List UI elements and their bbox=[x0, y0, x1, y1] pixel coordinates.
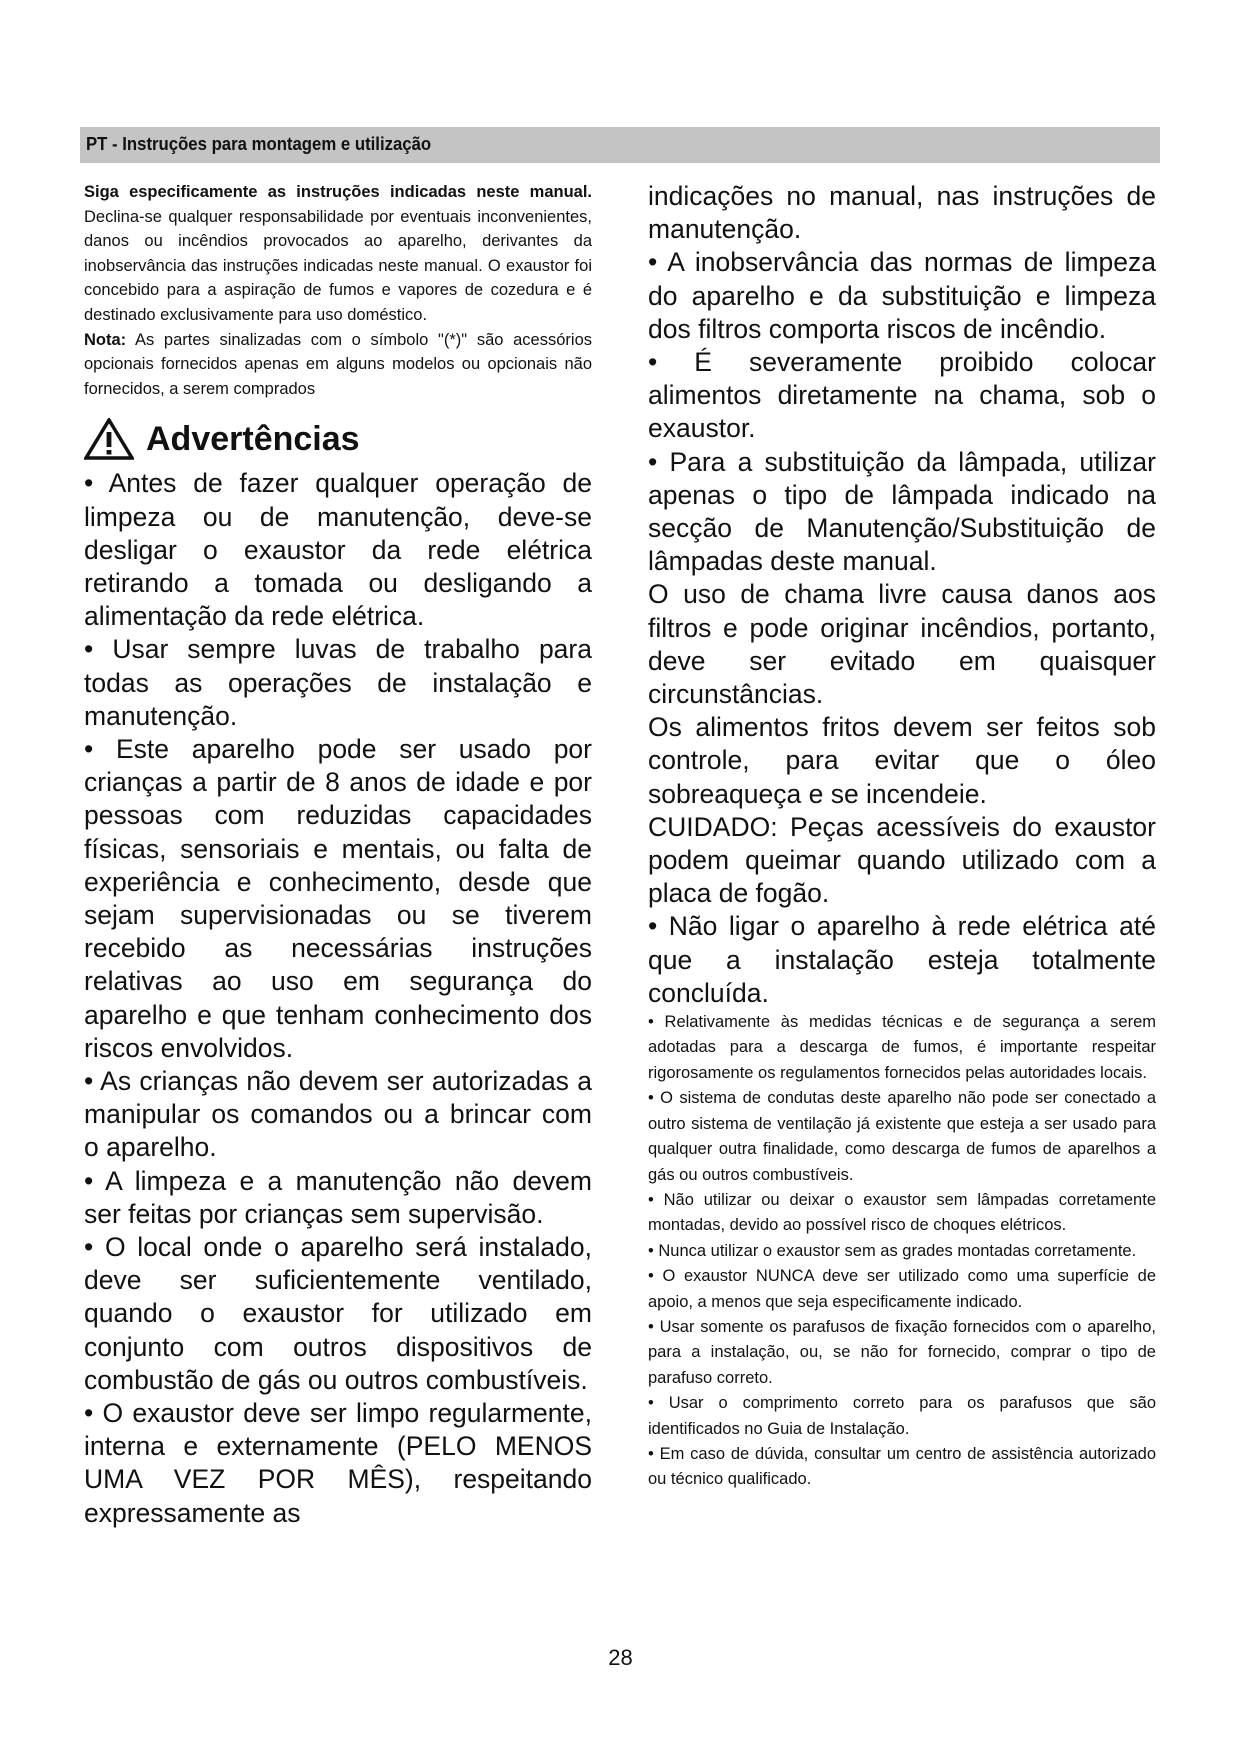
warning-item: • Antes de fazer qualquer operação de limpeza ou de manutenção, deve-se desligar o exaustor da rede elétrica retirando a tomada ou desligando a alimentação da rede elétrica. bbox=[84, 468, 592, 632]
warning-item: Os alimentos fritos devem ser feitos sob controle, para evitar que o óleo sobreaqueça e se incendeie. bbox=[648, 712, 1156, 809]
warning-item-small: • Não utilizar ou deixar o exaustor sem lâmpadas corretamente montadas, devido ao possível risco de choques elétricos. bbox=[648, 1190, 1156, 1235]
warning-item: • Para a substituição da lâmpada, utilizar apenas o tipo de lâmpada indicado na secção de Manutenção/Substituição de lâmpadas deste manual. bbox=[648, 446, 1156, 577]
warnings-title: Advertências bbox=[146, 419, 360, 458]
warning-item-small: • Relativamente às medidas técnicas e de segurança a serem adotadas para a descarga de fumos, é importante respeitar rigorosamente os regulamentos fornecidos pelas autoridades locais. bbox=[648, 1013, 1156, 1082]
left-column bbox=[84, 180, 592, 1530]
warning-item: • O exaustor deve ser limpo regularmente, interna e externamente (PELO MENOS UMA VEZ POR MÊS), respeitando expressamente as bbox=[84, 1398, 592, 1528]
warning-item: • Este aparelho pode ser usado por crianças a partir de 8 anos de idade e por pessoas com reduzidas capacidades físicas, sensoriais e mentais, ou falta de experiência e conhecimento, desde que sejam supervisionadas ou se tiverem recebido as necessárias instruções relativas ao uso em segurança do aparelho e que tenham conhecimento dos riscos envolvidos. bbox=[84, 733, 592, 1063]
warning-item-small: • Usar o comprimento correto para os parafusos que são identificados no Guia de Instalação. bbox=[648, 1394, 1156, 1438]
note-label: Nota: bbox=[84, 330, 127, 349]
warning-item: • Não ligar o aparelho à rede elétrica até que a instalação esteja totalmente concluída. bbox=[648, 911, 1156, 1008]
warning-item-small: • Em caso de dúvida, consultar um centro de assistência autorizado ou técnico qualificado. bbox=[648, 1444, 1156, 1489]
intro-lead-bold: Siga especificamente as instruções indicadas neste manual. bbox=[84, 183, 592, 201]
warning-item: • A inobservância das normas de limpeza do aparelho e da substituição e limpeza dos filtros comporta riscos de incêndio. bbox=[648, 247, 1156, 344]
section-header bbox=[80, 127, 1160, 163]
note-text: As partes sinalizadas com o símbolo "(*)" são acessórios opcionais fornecidos apenas em alguns modelos ou opcionais não fornecidos, a serem comprados bbox=[84, 330, 592, 398]
warning-item: • Usar sempre luvas de trabalho para todas as operações de instalação e manutenção. bbox=[84, 634, 592, 731]
warning-triangle-icon bbox=[84, 418, 134, 460]
intro-paragraph bbox=[84, 180, 592, 328]
section-title: PT - Instruções para montagem e utilização bbox=[86, 134, 432, 154]
warning-item: • As crianças não devem ser autorizadas a manipular os comandos ou a brincar com o aparelho. bbox=[84, 1066, 592, 1163]
warning-item: • A limpeza e a manutenção não devem ser feitas por crianças sem supervisão. bbox=[84, 1165, 592, 1229]
warning-item-small: • Usar somente os parafusos de fixação fornecidos com o aparelho, para a instalação, ou, se não for fornecido, comprar o tipo de parafuso correto. bbox=[648, 1317, 1156, 1387]
warnings-heading bbox=[84, 417, 592, 461]
intro-lead-text: Declina-se qualquer responsabilidade por eventuais inconvenientes, danos ou incêndios provocados ao aparelho, derivantes da inobservância das instruções indicadas neste manual. O exaustor foi concebido para a aspiração de fumos e vapores de cozedura e é destinado exclusivamente para uso doméstico. bbox=[84, 207, 592, 324]
warning-item: • É severamente proibido colocar alimentos diretamente na chama, sob o exaustor. bbox=[648, 347, 1156, 444]
warning-item: indicações no manual, nas instruções de manutenção. bbox=[648, 181, 1156, 245]
warning-item: CUIDADO: Peças acessíveis do exaustor podem queimar quando utilizado com a placa de fogão. bbox=[648, 811, 1156, 909]
warning-item: • O local onde o aparelho será instalado, deve ser suficientemente ventilado, quando o exaustor for utilizado em conjunto com outros dispositivos de combustão de gás ou outros combustíveis. bbox=[84, 1232, 592, 1395]
warning-item-small: • Nunca utilizar o exaustor sem as grades montadas corretamente. bbox=[648, 1241, 1137, 1260]
warning-item-small: • O exaustor NUNCA deve ser utilizado como uma superfície de apoio, a menos que seja especificamente indicado. bbox=[648, 1267, 1156, 1311]
warning-item-small: • O sistema de condutas deste aparelho não pode ser conectado a outro sistema de ventilação já existente que esteja a ser usado para qualquer outra finalidade, como descarga de fumos de aparelhos a gás ou outros combustíveis. bbox=[648, 1089, 1156, 1184]
right-column bbox=[648, 180, 1156, 1493]
warning-item: O uso de chama livre causa danos aos filtros e pode originar incêndios, portanto, deve ser evitado em quaisquer circunstâncias. bbox=[648, 579, 1156, 710]
note-paragraph bbox=[84, 328, 592, 402]
page-number: 28 bbox=[608, 1645, 633, 1670]
